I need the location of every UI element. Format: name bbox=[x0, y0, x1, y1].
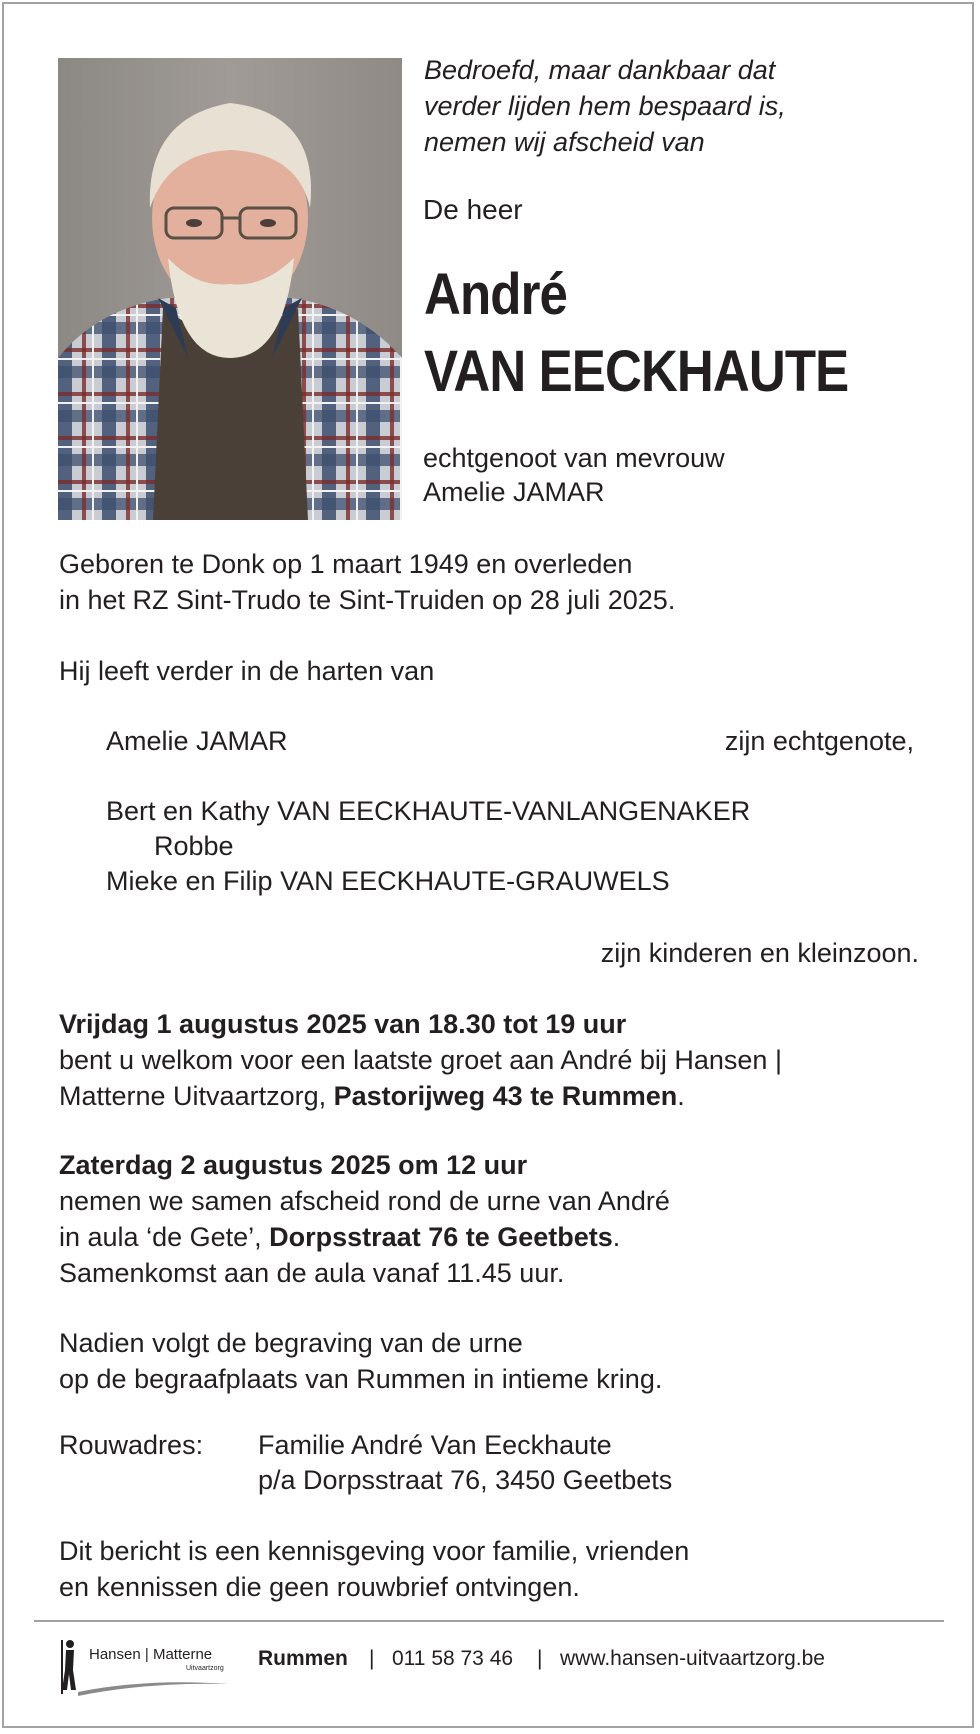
footer-phone[interactable]: 011 58 73 46 bbox=[392, 1647, 514, 1670]
address-label: Rouwadres: bbox=[59, 1430, 204, 1460]
family-children-role: zijn kinderen en kleinzoon. bbox=[600, 938, 919, 968]
farewell-address: Dorpsstraat 76 te Geetbets bbox=[269, 1222, 613, 1252]
farewell-line: Samenkomst aan de aula vanaf 11.45 uur. bbox=[59, 1258, 565, 1288]
logo-subtitle: Uitvaartzorg bbox=[186, 1665, 224, 1672]
visitation bbox=[59, 1006, 782, 1114]
notice-line: en kennissen die geen rouwbrief ontvingen. bbox=[59, 1572, 580, 1602]
burial bbox=[59, 1325, 662, 1397]
visitation-line: bent u welkom voor een laatste groet aan André bij Hansen | bbox=[59, 1045, 782, 1075]
farewell-heading: Zaterdag 2 augustus 2025 om 12 uur bbox=[59, 1150, 528, 1180]
birth-death-line: Geboren te Donk op 1 maart 1949 en overleden bbox=[59, 549, 633, 579]
logo-name: Hansen bbox=[89, 1646, 141, 1663]
visitation-line bbox=[59, 1078, 782, 1114]
family-child: Mieke en Filip VAN EECKHAUTE-GRAUWELS bbox=[106, 866, 670, 896]
burial-line: op de begraafplaats van Rummen in intieme kring. bbox=[59, 1364, 663, 1394]
deceased-first-name: André bbox=[424, 262, 568, 327]
farewell-line: nemen we samen afscheid rond de urne van André bbox=[59, 1186, 670, 1216]
logo-wordmark bbox=[89, 1646, 212, 1663]
intro-line: verder lijden hem bespaard is, bbox=[424, 91, 786, 121]
birth-death bbox=[59, 546, 675, 618]
spouse-of-line: echtgenoot van mevrouw bbox=[423, 443, 725, 473]
family-spouse-name: Amelie JAMAR bbox=[106, 726, 288, 756]
spouse-of-name: Amelie JAMAR bbox=[423, 477, 605, 507]
burial-line: Nadien volgt de begraving van de urne bbox=[59, 1328, 523, 1358]
notice-line: Dit bericht is een kennisgeving voor familie, vrienden bbox=[59, 1536, 690, 1566]
portrait-photo bbox=[58, 58, 402, 520]
footer-separator: | bbox=[537, 1647, 543, 1670]
farewell-line bbox=[59, 1219, 670, 1255]
logo-name: Matterne bbox=[152, 1646, 213, 1663]
intro-line: Bedroefd, maar dankbaar dat bbox=[424, 55, 776, 85]
deceased-last-name: VAN EECKHAUTE bbox=[424, 339, 849, 404]
notice bbox=[59, 1533, 689, 1605]
family-spouse-role: zijn echtgenote, bbox=[724, 726, 914, 756]
footer-separator: | bbox=[369, 1647, 375, 1670]
visitation-heading: Vrijdag 1 augustus 2025 van 18.30 tot 19 uur bbox=[59, 1009, 627, 1039]
farewell-text: in aula ‘de Gete’, bbox=[59, 1222, 270, 1252]
salutation: De heer bbox=[423, 194, 523, 225]
intro-line: nemen wij afscheid van bbox=[424, 127, 705, 157]
visitation-address: Pastorijweg 43 te Rummen bbox=[333, 1081, 678, 1111]
funeral-home-logo bbox=[56, 1636, 236, 1698]
footer-website-link[interactable]: www.hansen-uitvaartzorg.be bbox=[560, 1647, 825, 1670]
visitation-text: . bbox=[677, 1081, 685, 1111]
farewell bbox=[59, 1147, 670, 1291]
birth-death-line: in het RZ Sint-Trudo te Sint-Truiden op 28 juli 2025. bbox=[59, 585, 676, 615]
lives-on: Hij leeft verder in de harten van bbox=[59, 656, 435, 686]
address-line: p/a Dorpsstraat 76, 3450 Geetbets bbox=[258, 1465, 673, 1495]
footer-town: Rummen bbox=[258, 1647, 348, 1670]
farewell-text: . bbox=[612, 1222, 621, 1252]
logo-separator: | bbox=[144, 1646, 149, 1663]
family-child: Bert en Kathy VAN EECKHAUTE-VANLANGENAKER bbox=[106, 796, 751, 826]
footer-divider bbox=[34, 1620, 944, 1622]
logo-swoosh-icon bbox=[78, 1676, 228, 1696]
address-line: Familie André Van Eeckhaute bbox=[258, 1430, 612, 1460]
family-grandchild: Robbe bbox=[154, 831, 234, 861]
visitation-text: Matterne Uitvaartzorg, bbox=[59, 1081, 334, 1111]
intro-text bbox=[424, 52, 786, 160]
